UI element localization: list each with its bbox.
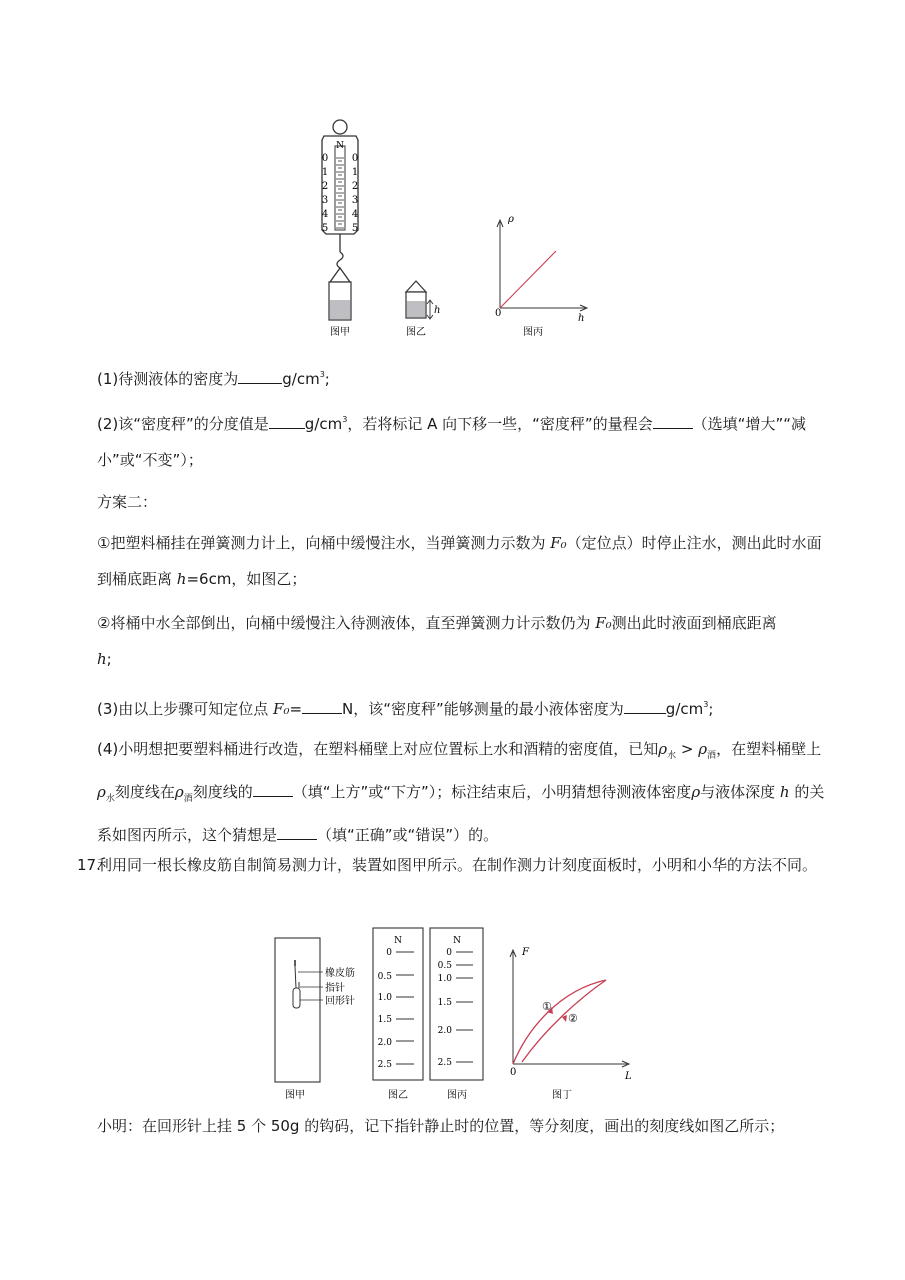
question-part-1: (1)待测液体的密度为 $g/cm^3$;: [97, 370, 330, 388]
axis-F-label: F: [522, 947, 529, 958]
scale-yi-tick: 0.5: [377, 972, 392, 982]
scale-unit: N: [336, 141, 344, 151]
label-paper-clip: 回形针: [325, 996, 355, 1007]
figure2-caption-c: 图丙: [447, 1090, 467, 1101]
answer-blank[interactable]: [238, 369, 282, 384]
curve-2: [522, 980, 606, 1062]
scale-bing-unit: N: [453, 936, 461, 946]
scale-bing-tick: 0: [446, 948, 452, 958]
scale-yi-tick: 2.5: [377, 1060, 392, 1070]
figure2-caption-d: 图丁: [552, 1090, 572, 1101]
scale-tick-right: 2: [351, 181, 359, 192]
question-17-number: 17.: [77, 856, 101, 874]
scale-bing-tick: 1.5: [437, 998, 452, 1008]
curve-1: [513, 980, 606, 1064]
figure-caption-c: 图丙: [523, 327, 543, 338]
label-rubber-band: 橡皮筋: [325, 968, 355, 979]
axis-h-label: h: [578, 313, 585, 324]
question-17: 17. 利用同一根长橡皮筋自制简易测力计，装置如图甲所示。在制作测力计刻度面板时，小明和小华的方法不同。: [97, 847, 827, 883]
scale-yi-unit: N: [394, 936, 402, 946]
scale-tick-left: 3: [321, 195, 329, 206]
answer-blank[interactable]: [302, 699, 342, 714]
question-part-4: (4)小明想把要塑料桶进行改造，在塑料桶壁上对应位置标上水和酒精的密度值，已知$\rho_水 > \rho_酒$，在塑料桶壁上$\rho_水$刻度线在$\rho_酒$刻度线的 （填“上方”或“下方”）；标注结束后，小明猜想待测液体密度ρ与液体深度 h 的关系如图丙所示，这个猜想是 （填“正确”或“错误”）的。: [97, 740, 825, 844]
scale-yi-tick: 1.0: [377, 993, 392, 1003]
label-pointer: 指针: [325, 983, 345, 994]
figure-2: [270, 920, 640, 1102]
scale-tick-right: 1: [351, 167, 359, 178]
bucket: [406, 281, 440, 319]
rho-h-graph: [495, 214, 587, 324]
scale-bing-tick: 1.0: [437, 974, 452, 984]
spring-scale: [322, 120, 358, 320]
question-part-3: (3)由以上步骤可知定位点 F₀= N，该“密度秤”能够测量的最小液体密度为 $g/cm^3$;: [97, 700, 714, 718]
figure-1: [300, 110, 610, 342]
scale-yi-tick: 1.5: [377, 1015, 392, 1025]
answer-blank[interactable]: [624, 699, 666, 714]
scale-tick-left: 1: [321, 167, 329, 178]
figure-caption-a: 图甲: [330, 327, 350, 338]
scale-bing-tick: 2.0: [437, 1026, 452, 1036]
step-one: ①把塑料桶挂在弹簧测力计上，向桶中缓慢注水，当弹簧测力示数为 F₀（定位点）时停止注水，测出此时水面到桶底距离 h=6cm，如图乙；: [97, 534, 822, 588]
answer-blank[interactable]: [253, 782, 293, 797]
rubber-band-board: [275, 938, 355, 1082]
scale-bing-tick: 0.5: [437, 961, 452, 971]
answer-blank[interactable]: [269, 414, 305, 429]
figure2-caption-a: 图甲: [285, 1090, 305, 1101]
bucket-h-label: h: [434, 305, 441, 316]
question-part-2: (2)该“密度秤”的分度值是 $g/cm^3$，若将标记 A 向下移一些，“密度秤”的量程会 （选填“增大”“减小”或“不变”）；: [97, 415, 806, 469]
plan-two-heading: 方案二：: [97, 493, 158, 511]
scale-panel-bing: [430, 928, 483, 1080]
scale-yi-tick: 0: [386, 948, 392, 958]
rho-h-line: [500, 251, 556, 308]
scale-tick-right: 3: [351, 195, 359, 206]
step-two: ②将桶中水全部倒出，向桶中缓慢注入待测液体，直至弹簧测力计示数仍为 F₀测出此时液面到桶底距离 h;: [97, 614, 777, 668]
axis-L-label: L: [625, 1071, 632, 1082]
f-l-graph: [510, 947, 632, 1082]
axis-rho-label: ρ: [508, 214, 514, 225]
answer-blank[interactable]: [277, 825, 317, 840]
scale-tick-left: 5: [321, 223, 329, 234]
scale-tick-right: 5: [351, 223, 359, 234]
figure-caption-b: 图乙: [406, 327, 426, 338]
origin-label: 0: [495, 308, 502, 319]
curve-2-label: ②: [568, 1012, 578, 1025]
scale-tick-right: 0: [351, 153, 359, 164]
figure2-caption-b: 图乙: [388, 1090, 408, 1101]
scale-yi-tick: 2.0: [377, 1038, 392, 1048]
origin-label: 0: [510, 1067, 517, 1078]
curve-1-label: ①: [542, 1000, 552, 1013]
scale-tick-left: 0: [321, 153, 329, 164]
scale-tick-right: 4: [351, 209, 359, 220]
xiaoming-method: 小明：在回形针上挂 5 个 50g 的钩码，记下指针静止时的位置，等分刻度，画出的刻度线如图乙所示；: [97, 1117, 785, 1135]
scale-bing-tick: 2.5: [437, 1058, 452, 1068]
scale-tick-left: 4: [321, 209, 329, 220]
scale-tick-left: 2: [321, 181, 329, 192]
scale-panel-yi: [373, 928, 423, 1080]
answer-blank[interactable]: [653, 414, 693, 429]
